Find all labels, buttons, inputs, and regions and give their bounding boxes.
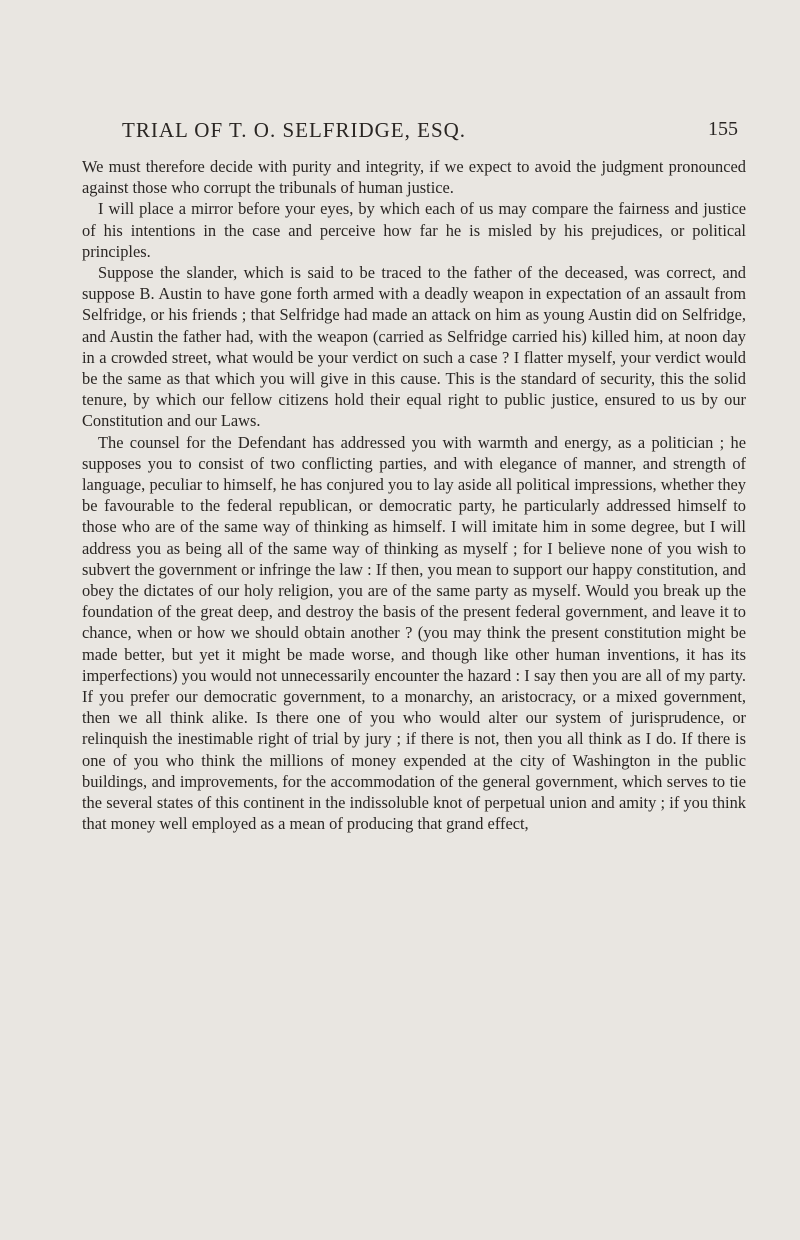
paragraph: We must therefore decide with purity and integrity, if we expect to avoid the judgment pronounced against those who corrupt the tribunals of human justice.	[82, 157, 746, 198]
running-title: TRIAL OF T. O. SELFRIDGE, ESQ.	[122, 118, 467, 142]
paragraph: Suppose the slander, which is said to be traced to the father of the deceased, was correct, and suppose B. Austin to have gone forth armed with a deadly weapon in expectation of an assault from Selfridge, or his friends ; that Selfridge had made an attack on him as young Austin did on Selfridge, and Austin the father had, with the weapon (carried as Selfridge carried his) killed him, at noon day in a crowded street, what would be your verdict on such a case ? I flatter myself, your verdict would be the same as that which you will give in this cause. This is the standard of security, this the solid tenure, by which our fellow citizens hold their equal right to public justice, ensured to us by our Constitution and our Laws.	[82, 263, 746, 431]
page-number: 155	[708, 118, 738, 140]
paragraph: I will place a mirror before your eyes, by which each of us may compare the fairness and justice of his intentions in the case and perceive how far he is misled by his prejudices, or political principles.	[82, 199, 746, 261]
page-header	[82, 118, 750, 148]
paragraph: The counsel for the Defendant has addressed you with warmth and energy, as a politician ; he supposes you to consist of two conflicting parties, and with elegance of manner, and strength of language, peculiar to himself, he has conjured you to lay aside all political impressions, whether they be favourable to the federal republican, or democratic party, he particularly addressed himself to those who are of the same way of thinking as himself. I will imitate him in some degree, but I will address you as being all of the same way of thinking as myself ; for I believe none of you wish to subvert the government or infringe the law : If then, you mean to support our happy constitution, and obey the dictates of our holy religion, you are of the same party as myself. Would you break up the foundation of the great deep, and destroy the basis of the present federal government, and leave it to chance, when or how we should obtain another ? (you may think the present constitution might be made better, but yet it might be made worse, and though like other human inventions, it has its imperfections) you would not unnecessarily encounter the hazard : I say then you are all of my party. If you prefer our democratic government, to a monarchy, an aristocracy, or a mixed government, then we all think alike. Is there one of you who would alter our system of jurisprudence, or relinquish the inestimable right of trial by jury ; if there is not, then you all think as I do. If there is one of you who think the millions of money expended at the city of Washington in the public buildings, and improvements, for the accommodation of the general government, which serves to tie the several states of this continent in the indissoluble knot of perpetual union and amity ; if you think that money well employed as a mean of producing that grand effect,	[82, 432, 746, 834]
body-text	[82, 156, 746, 835]
